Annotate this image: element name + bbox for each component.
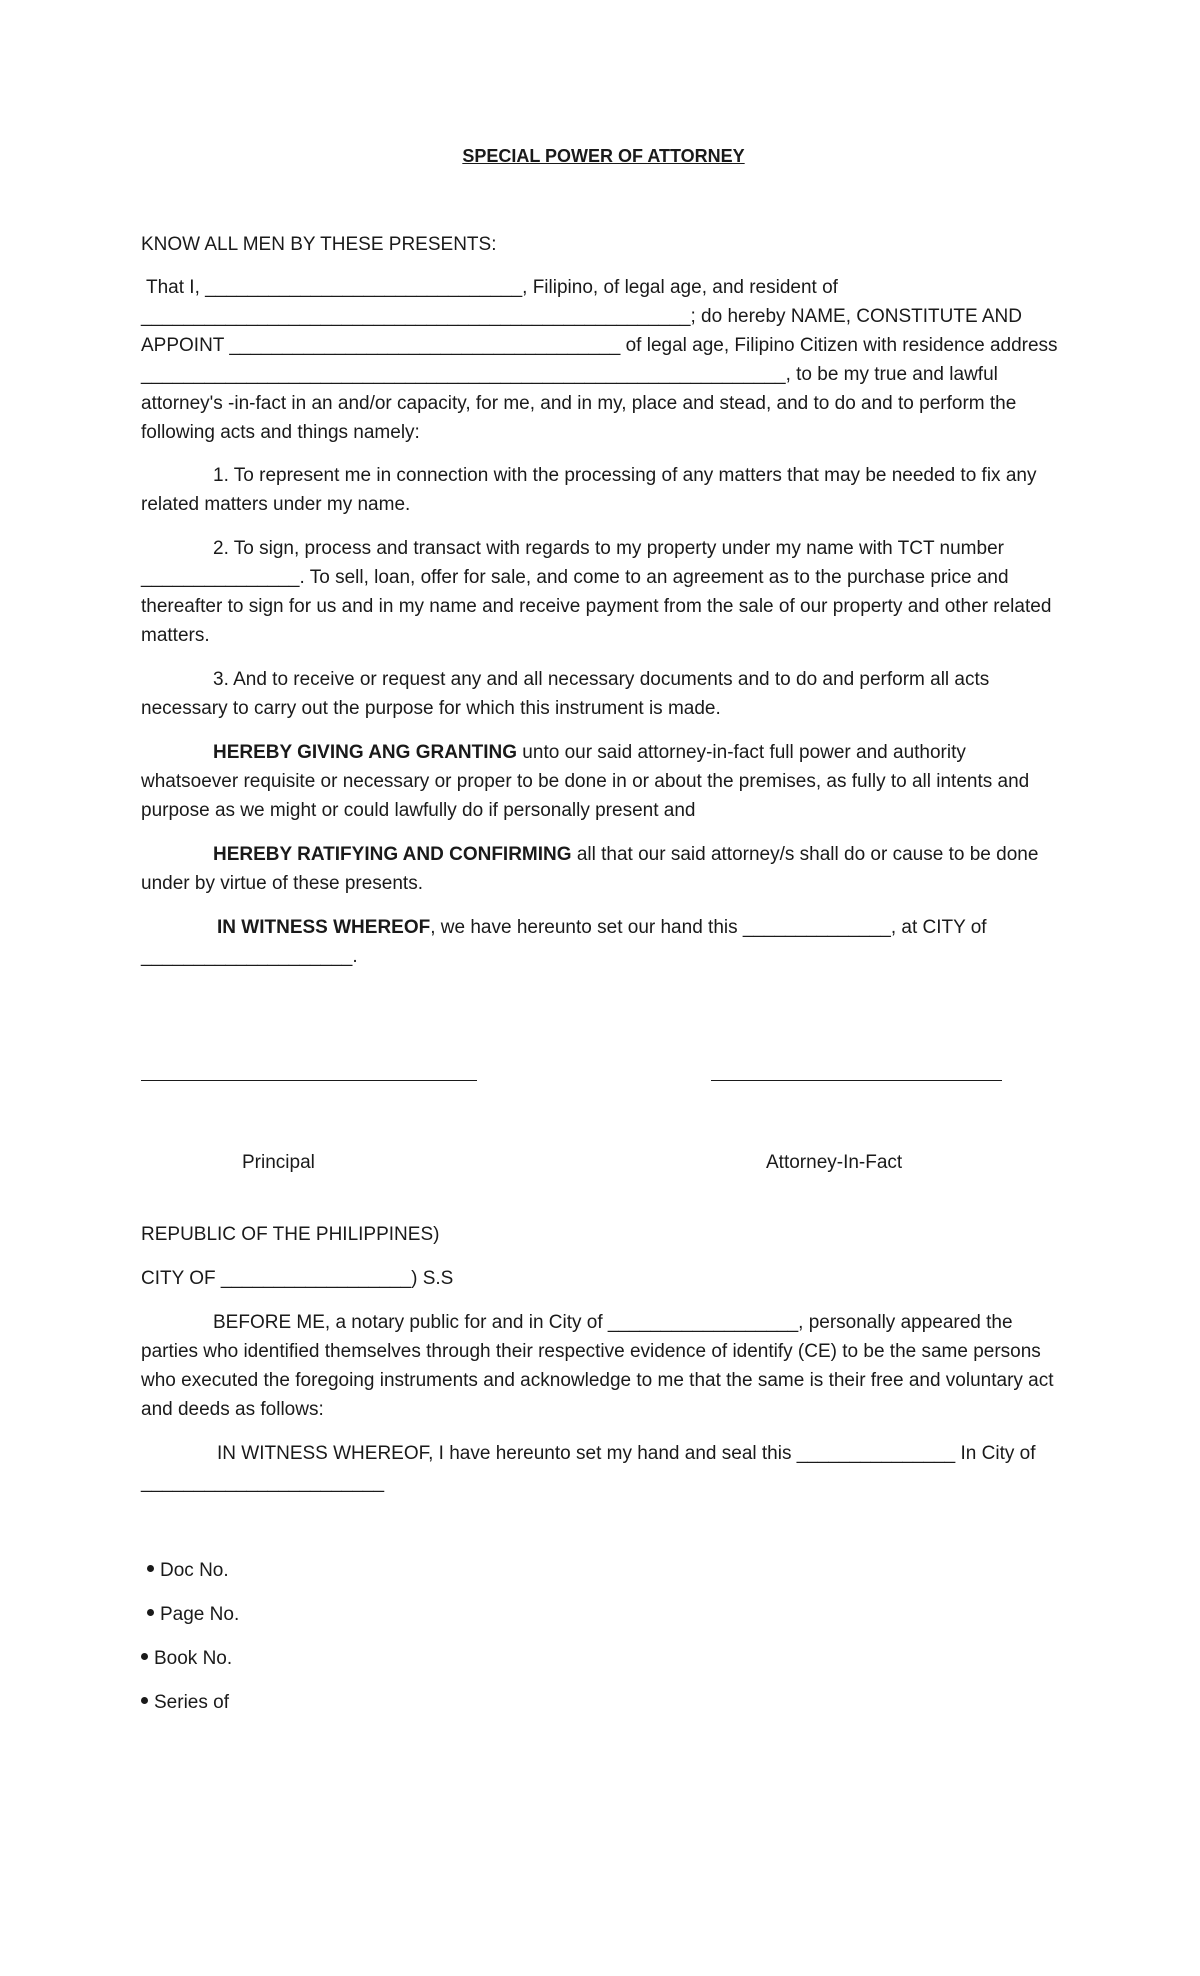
doc-no-item: Doc No. bbox=[147, 1556, 229, 1585]
city-ss-line: CITY OF __________________) S.S bbox=[141, 1268, 454, 1289]
bullet-icon bbox=[141, 1653, 148, 1660]
page-no-item: Page No. bbox=[147, 1600, 239, 1629]
bullet-icon bbox=[147, 1609, 154, 1616]
intro-paragraph: That I, ______________________________, Filipino, of legal age, and resident of ____________________________________________________; do hereby NAME, CONSTITUTE AND APPOINT _____________________________________ of legal age, Filipino Citizen with residence address _____________________________________________________________, to be my true and lawful attorney's -in-fact in an and/or capacity, for me, and in my, place and stead, and to do and to perform the following acts and things namely: bbox=[141, 277, 1058, 443]
republic-line: REPUBLIC OF THE PHILIPPINES) bbox=[141, 1224, 440, 1245]
book-no-item: Book No. bbox=[141, 1644, 232, 1673]
ratifying-bold: HEREBY RATIFYING AND CONFIRMING bbox=[213, 844, 572, 865]
ratifying-paragraph bbox=[141, 840, 1066, 898]
attorney-signature-line bbox=[711, 1080, 1002, 1081]
document-heading: KNOW ALL MEN BY THESE PRESENTS: bbox=[141, 234, 497, 255]
document-title: SPECIAL POWER OF ATTORNEY bbox=[462, 146, 745, 166]
granting-text: unto our said attorney-in-fact full power and authority whatsoever requisite or necessary or proper to be done in or about the premises, as fully to all intents and purpose as we might or could lawfully do if personally present and bbox=[141, 742, 1030, 821]
witness-bold: IN WITNESS WHEREOF bbox=[217, 917, 431, 938]
granting-bold: HEREBY GIVING ANG GRANTING bbox=[213, 742, 518, 763]
item-2-paragraph: 2. To sign, process and transact with regards to my property under my name with TCT number _______________. To sell, loan, offer for sale, and come to an agreement as to the purchase price and thereafter to sign for us and in my name and receive payment from the sale of our property and other related matters. bbox=[141, 538, 1052, 646]
notary-witness-paragraph: IN WITNESS WHEREOF, I have hereunto set my hand and seal this _______________ In City of _______________________ bbox=[141, 1443, 1036, 1493]
attorney-in-fact-label: Attorney-In-Fact bbox=[766, 1152, 903, 1173]
before-me-paragraph: BEFORE ME, a notary public for and in City of __________________, personally appeared the parties who identified themselves through their respective evidence of identify (CE) to be the same persons who executed the foregoing instruments and acknowledge to me that the same is their free and voluntary act and deeds as follows: bbox=[141, 1312, 1054, 1420]
ratifying-text: all that our said attorney/s shall do or cause to be done under by virtue of these presents. bbox=[141, 844, 1039, 894]
principal-signature-line bbox=[141, 1080, 477, 1081]
witness-text: , we have hereunto set our hand this ______________, at CITY of ____________________. bbox=[141, 917, 987, 967]
principal-label: Principal bbox=[242, 1152, 315, 1173]
series-of-item: Series of bbox=[141, 1688, 229, 1717]
item-1-paragraph: 1. To represent me in connection with the processing of any matters that may be needed to fix any related matters under my name. bbox=[141, 465, 1037, 515]
bullet-icon bbox=[141, 1697, 148, 1704]
granting-paragraph bbox=[141, 738, 1066, 825]
witness-paragraph bbox=[141, 913, 1066, 971]
item-3-paragraph: 3. And to receive or request any and all necessary documents and to do and perform all acts necessary to carry out the purpose for which this instrument is made. bbox=[141, 669, 990, 719]
bullet-icon bbox=[147, 1565, 154, 1572]
